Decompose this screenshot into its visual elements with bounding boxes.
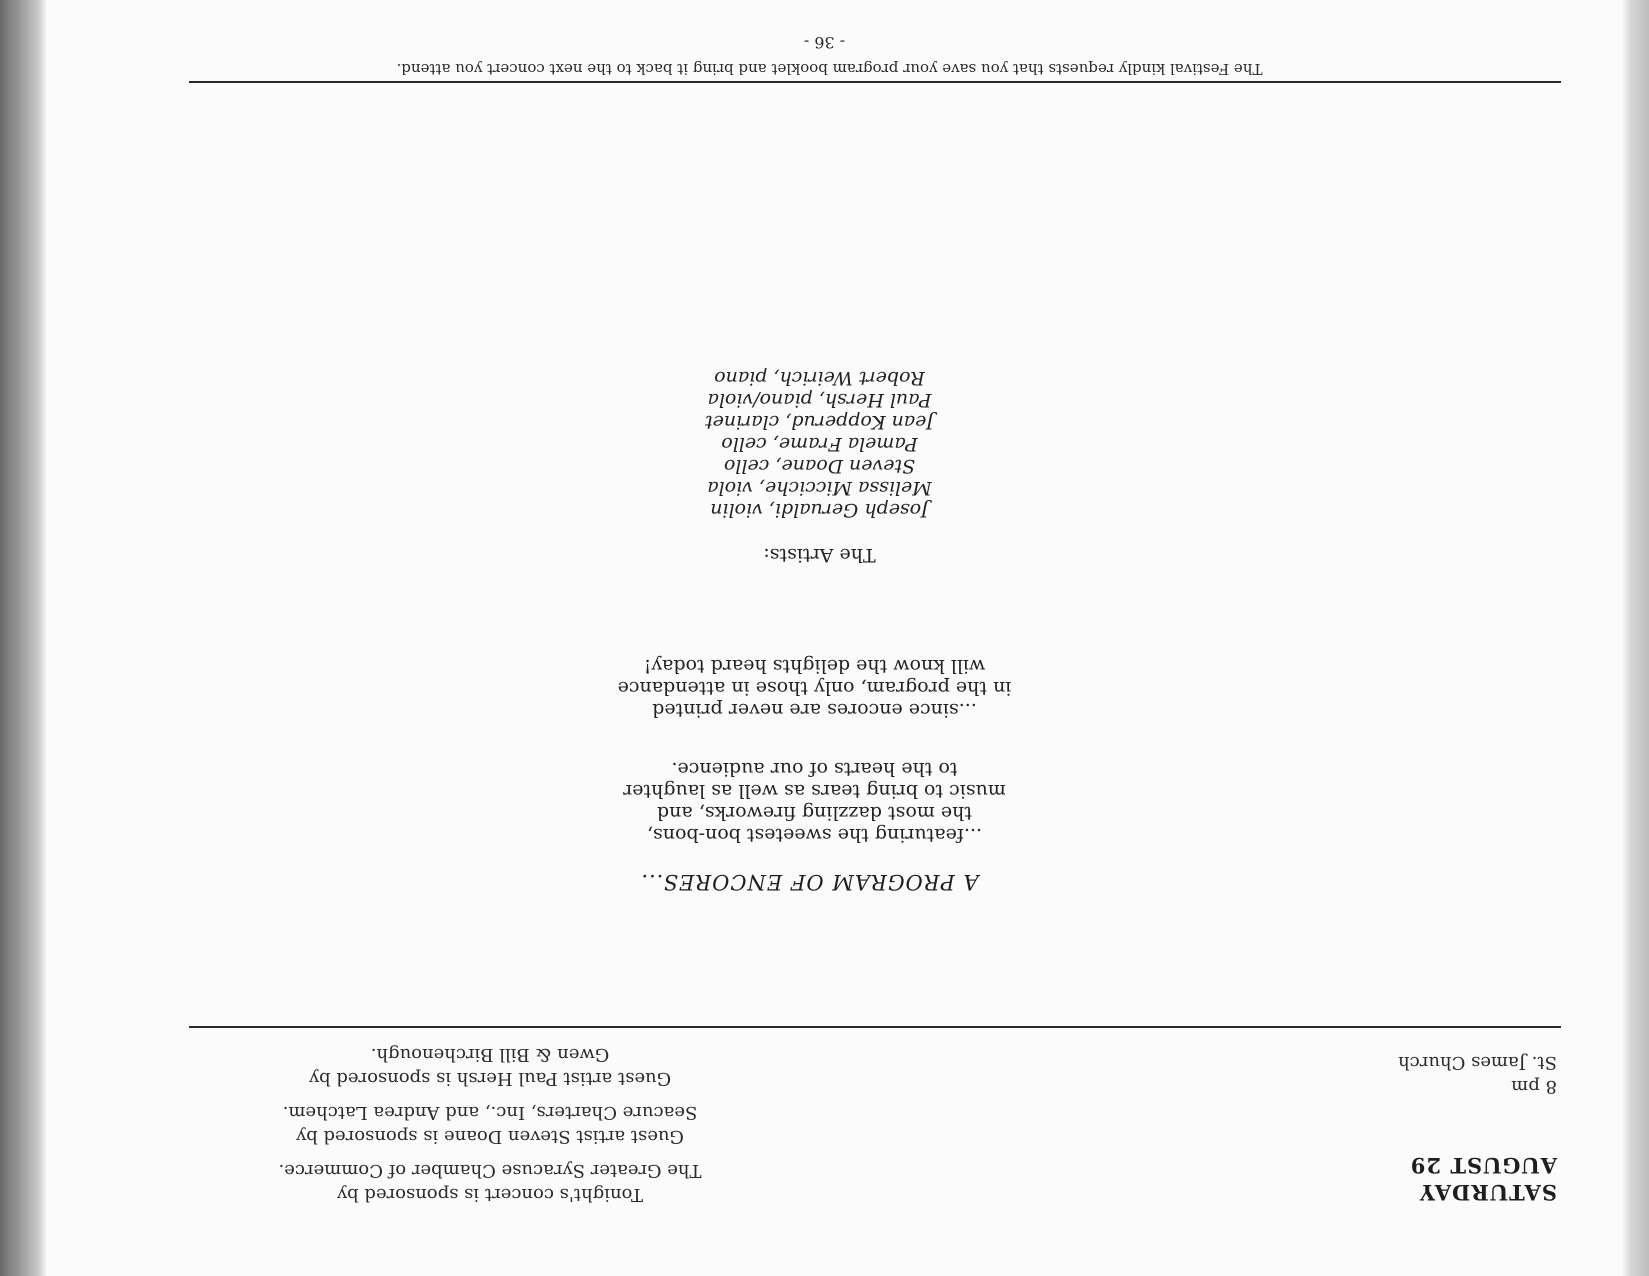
artist-entry: Melissa Micciche, viola: [707, 477, 932, 499]
header-divider: [189, 1026, 1561, 1028]
sponsor-credit: [210, 1158, 770, 1206]
program-description-1: [46, 758, 1623, 846]
artist-entry: Joseph Gerualdi, violin: [710, 499, 929, 521]
artist-entry: Paul Hersh, piano/viola: [707, 389, 932, 411]
scan-left-edge: [0, 0, 46, 1276]
day-date-heading: [1410, 1152, 1557, 1206]
day-label: SATURDAY: [1418, 1180, 1557, 1205]
footer-divider: [189, 81, 1561, 83]
description-line: will know the delights heard today!: [643, 655, 986, 677]
artist-entry: Jean Kopperud, clarinet: [704, 411, 935, 433]
description-line: ...since encores are never printed: [652, 699, 977, 721]
artists-list: [46, 367, 1623, 521]
program-title: A PROGRAM OF ENCORES...: [640, 870, 979, 894]
sponsor-name: The Greater Syracuse Chamber of Commerce.: [278, 1160, 702, 1181]
sponsor-credits: [210, 1032, 770, 1206]
program-description-2: [46, 655, 1623, 721]
sponsor-line: Tonight's concert is sponsored by: [336, 1184, 644, 1205]
venue-label: St. James Church: [1398, 1052, 1557, 1073]
sponsor-line: Guest artist Paul Hersh is sponsored by: [308, 1068, 672, 1089]
artist-entry: Pamela Frame, cello: [721, 433, 918, 455]
sponsor-name: Gwen & Bill Birchenough.: [370, 1044, 610, 1065]
sponsor-name: Seacure Charters, Inc., and Andrea Latchem.: [282, 1102, 698, 1123]
description-line: to the hearts of our audience.: [671, 758, 958, 780]
page-number: - 36 -: [803, 33, 846, 52]
description-line: music to bring tears as well as laughter: [623, 780, 1006, 802]
sponsor-credit: [210, 1042, 770, 1090]
footer-note: The Festival kindly requests that you save your program booklet and bring it back to the next concert you attend.: [396, 60, 1263, 78]
sponsor-credit: [210, 1100, 770, 1148]
sponsor-line: Guest artist Steven Doane is sponsored by: [296, 1126, 684, 1147]
program-page: [46, 0, 1623, 1276]
time-venue: [1398, 1050, 1557, 1098]
description-line: ...featuring the sweetest bon-bons,: [646, 824, 983, 846]
scan-right-edge: [1623, 0, 1649, 1276]
description-line: the most dazzling fireworks, and: [657, 802, 972, 824]
artist-entry: Robert Weirich, piano: [714, 367, 925, 389]
artists-heading: The Artists:: [763, 544, 876, 566]
artist-entry: Steven Doane, cello: [723, 455, 916, 477]
time-label: 8 pm: [1511, 1076, 1557, 1097]
description-line: in the program, only those in attendance: [617, 677, 1012, 699]
date-label: AUGUST 29: [1409, 1153, 1557, 1178]
